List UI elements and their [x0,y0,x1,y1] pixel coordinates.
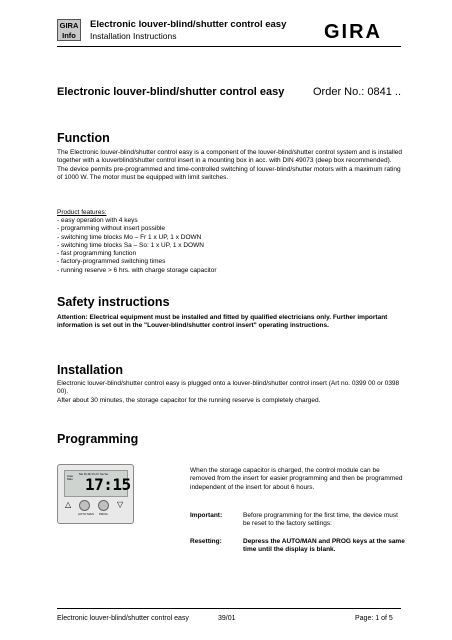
programming-heading: Programming [57,432,139,446]
footer-title: Electronic louver-blind/shutter control easy [57,615,189,622]
down-arrow-icon: ▽ [117,500,124,509]
auto-man-key-label: AUTO MAN [78,512,94,516]
resetting-text: Depress the AUTO/MAN and PROG keys at the same time until the display is blank. [243,538,405,554]
function-heading: Function [57,131,110,145]
safety-text: Attention: Electrical equipment must be installed and fitted by qualified electricians only. Further important information is set out in the "Louver-blind/shutter control insert" operating instructions. [57,314,388,330]
installation-text-2: After about 30 minutes, the storage capacitor for the running reserve is completely charged. [57,397,321,404]
function-text: The Electronic louver-blind/shutter control easy is a component of the louver-blind/shutter control system and is installed together with a louverblind/shutter control insert in a mounting box in acc. with DIN 49073 (deep box recommended). The device permits pre-programmed and time-controlled switching of louver-blind/shutter motors with a maximum rating of 1000 W. The motor must be equipped with limit switches. [57,149,403,181]
list-item: - easy operation with 4 keys [57,217,138,224]
up-arrow-icon: △ [65,500,72,509]
prog-key [98,500,109,511]
safety-heading: Safety instructions [57,295,170,309]
header-rule [57,46,401,47]
device-illustration [57,464,134,524]
info-badge-label: Info [62,31,76,40]
resetting-label: Resetting: [190,538,222,545]
important-text: Before programming for the first time, the device must be reset to the factory settings: [243,512,398,528]
display-time: 17:15 [85,475,131,494]
gira-info-badge [57,19,81,41]
display-mode-labels: Auto Man [67,474,74,482]
prog-key-label: PROG [99,512,108,516]
installation-text-1: Electronic louver-blind/shutter control easy is plugged onto a louver-blind/shutter control insert (Art no. 0399 00 or 0398 00). [57,380,400,396]
list-item: - running reserve > 6 hrs. with charge storage capacitor [57,266,217,274]
important-label: Important: [190,512,223,519]
display-days: Mo Di Mi Do Fr Sa So [79,472,109,476]
header-subtitle: Installation Instructions [90,31,177,41]
programming-text: When the storage capacitor is charged, the control module can be removed from the insert for easier programming and then be programmed independent of the insert for about 6 hours. [190,467,403,491]
list-item: - programming without insert possible [57,225,166,233]
installation-heading: Installation [57,363,123,377]
list-item: - switching time blocks Mo – Fr 1 x UP, 1 x DOWN [57,233,202,241]
info-badge-brand: GIRA [59,21,79,30]
order-number: Order No.: 0841 .. [313,86,402,98]
document-title: Electronic louver-blind/shutter control easy [57,86,285,98]
device-display [64,470,131,497]
list-item: - switching time blocks Sa – So: 1 x UP, 1 x DOWN [57,241,204,249]
auto-man-key [79,500,90,511]
footer-date: 39/01 [218,615,236,622]
features-list [57,217,403,275]
footer-page: Page: 1 of 5 [355,615,393,622]
footer-rule [57,608,401,609]
list-item: - factory-programmed switching times [57,258,166,266]
gira-logo: GIRA [324,21,382,43]
features-label: Product features: [57,209,107,216]
list-item: - fast programming function [57,250,137,258]
header-title: Electronic louver-blind/shutter control easy [90,19,287,30]
